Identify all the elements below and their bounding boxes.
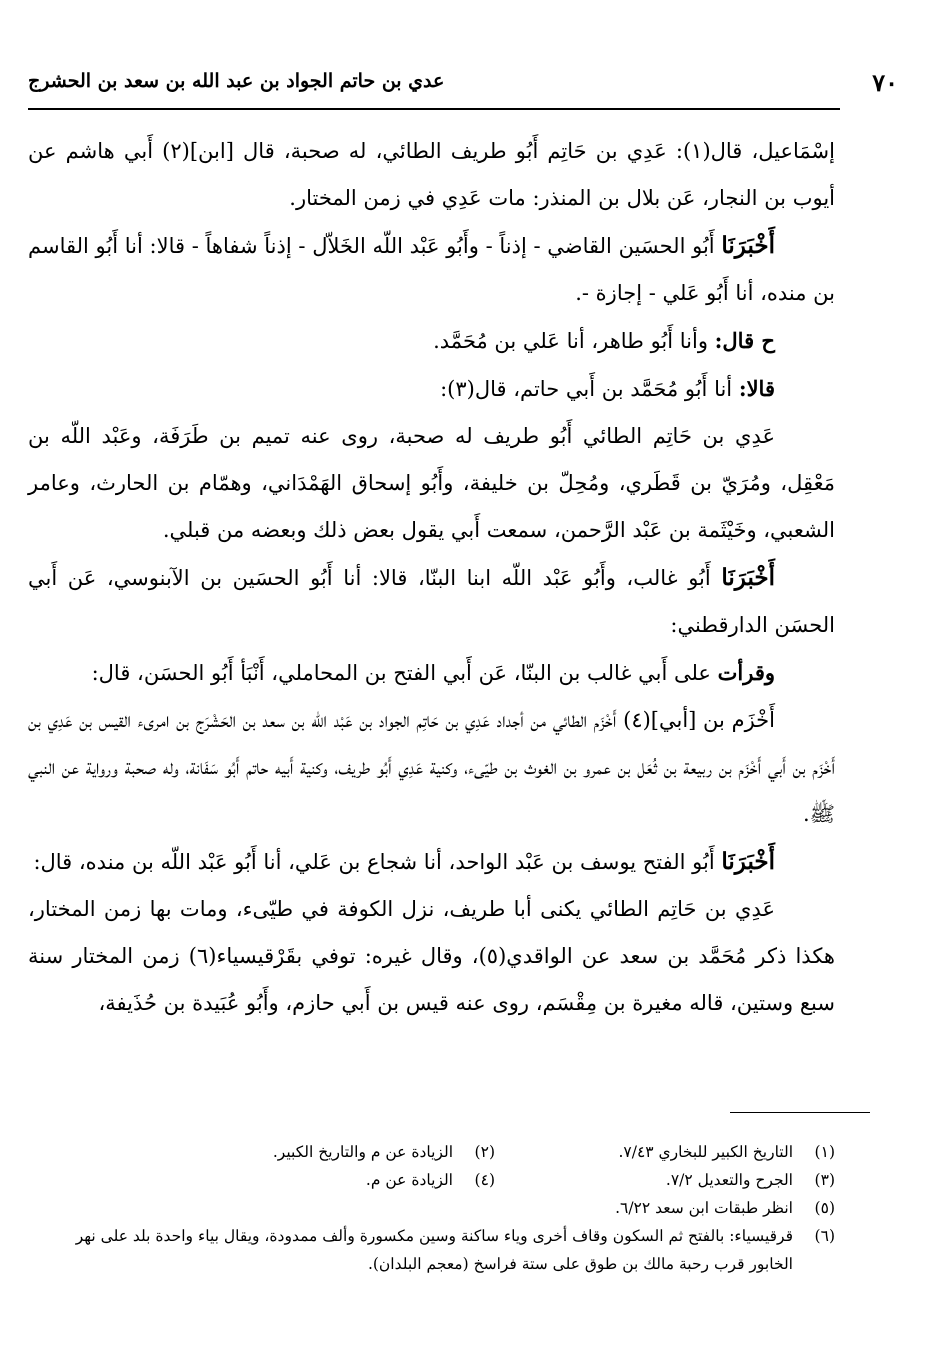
footnote-separator (730, 1112, 870, 1113)
paragraph-4 (28, 365, 835, 413)
paragraph-3-text: وأنا أَبُو طاهر، أنا عَلي بن مُحَمَّد. (433, 329, 715, 353)
paragraph-3 (28, 317, 835, 365)
akhbarana-lead: أَخْبَرَنَا (721, 232, 775, 259)
footnote-number: (٦) (814, 1227, 835, 1245)
paragraph-4-text: أنا أَبُو مُحَمَّد بن أَبي حاتم، قال(٣): (440, 377, 739, 401)
header-title: عدي بن حاتم الجواد بن عبد الله بن سعد بن الحشرج (28, 70, 445, 92)
ha-qal-lead: ح قال: (714, 328, 775, 353)
paragraph-2-text: أَبُو الحسَين القاضي - إذناً - وأَبُو عَبْد اللّه الخَلاّل - إذناً شفاهاً - قالا: أنا أَبُو القاسم بن منده، أنا أَبُو عَلي - إجازة -. (28, 234, 835, 305)
footnote-number: (٥) (814, 1199, 835, 1217)
footnote-text: التاريخ الكبير للبخاري ٧/٤٣. (618, 1143, 793, 1161)
footnote-text: الزيادة عن م والتاريخ الكبير. (272, 1143, 453, 1161)
footnote-text: الجرح والتعديل ٧/٢. (665, 1171, 793, 1189)
footnote-number: (٣) (814, 1171, 835, 1189)
footnote-number: (٢) (474, 1143, 495, 1161)
running-header (28, 62, 898, 110)
qara-tu-lead: وقرأت (717, 660, 775, 685)
qala-lead: قالا: (738, 376, 775, 401)
paragraph-6 (28, 554, 835, 649)
paragraph-6-text: أَبُو غالب، وأَبُو عَبْد اللّه ابنا البنّا، قالا: أنا أَبُو الحسَين بن الآبنوسي، عَن أَبي الحسَن الدارقطني: (28, 566, 835, 637)
page-number: ٧٠ (872, 68, 898, 97)
footnote-number: (٤) (474, 1171, 495, 1189)
footnote-number: (١) (814, 1143, 835, 1161)
paragraph-9-text: أَبُو الفتح يوسف بن عَبْد الواحد، أنا شجاع بن عَلي، أنا أَبُو عَبْد اللّه بن منده، قال: (33, 850, 722, 874)
akhbarana-lead: أَخْبَرَنَا (721, 564, 775, 591)
footnote-3 (495, 1166, 835, 1194)
paragraph-8: أَخْزَم بن [أبي](٤) أَخْزَم الطائي من أجداد عَدِي بن حَاتِم الجواد بن عَبْد اللّه بن سعد بن الحَشْرَج بن امرىء القيس بن عَدِي بن أَخْزَم بن أَبي أَخْزَم بن ربيعة بن ثُعَل بن عمرو بن الغوث بن طيّىء، وكنية عَدِي أَبُو طريف، وكنية أَبيه حاتم أَبُو سَفَانة، وله صحبة ورواية عن النبي ﷺ. (28, 708, 835, 826)
paragraph-5: عَدِي بن حَاتِم الطائي أَبُو طريف له صحبة، روى عنه تميم بن طَرَفَة، وعَبْد اللّه بن مَعْقِل، ومُرَيّ بن قَطَري، ومُحِلّ بن خليفة، وأَبُو إسحاق الهَمْدَاني، وهمّام بن الحارث، وعامر الشعبي، وخَيْثَمة بن عَبْد الرَّحمن، سمعت أَبي يقول بعض ذلك وبعضه من قبلي. (28, 424, 835, 542)
footnote-row (28, 1194, 835, 1222)
paragraph-7 (28, 649, 835, 697)
paragraph-1: إسْمَاعيل، قال(١): عَدِي بن حَاتِم أَبُو طريف الطائي، له صحبة، قال [ابن](٢) أَبي هاشم عن أيوب بن النجار، عَن بلال بن المنذر: مات عَدِي في زمن المختار. (28, 139, 835, 210)
main-text (28, 128, 835, 1027)
footnotes (28, 1138, 835, 1278)
footnote-6 (28, 1222, 835, 1278)
footnote-text: الزيادة عن م. (365, 1171, 453, 1189)
footnote-5 (495, 1194, 835, 1222)
akhbarana-lead: أَخْبَرَنَا (721, 848, 775, 875)
paragraph-7-text: على أَبي غالب بن البنّا، عَن أَبي الفتح بن المحاملي، أَنْبَأ أَبُو الحسَن، قال: (91, 661, 718, 685)
footnote-row (28, 1166, 835, 1194)
paragraph-2 (28, 222, 835, 317)
footnote-text: انظر طبقات ابن سعد ٦/٢٢. (615, 1199, 793, 1217)
footnote-2 (155, 1138, 495, 1166)
paragraph-9 (28, 838, 835, 886)
footnote-row (28, 1138, 835, 1166)
footnote-1 (495, 1138, 835, 1166)
paragraph-10: عَدِي بن حَاتِم الطائي يكنى أبا طريف، نزل الكوفة في طيّىء، ومات بها زمن المختار، هكذا ذكر مُحَمَّد بن سعد عن الواقدي(٥)، وقال غيره: توفي بقَرْقيسياء(٦) زمن المختار سنة سبع وستين، قاله مغيرة بن مِقْسَم، روى عنه قيس بن أَبي حازم، وأَبُو عُبَيدة بن حُذَيفة، (28, 897, 835, 1015)
footnote-text: قرقيسياء: بالفتح ثم السكون وقاف أخرى وياء ساكنة وسين مكسورة وألف ممدودة، ويقال بياء واحدة بلد على نهر الخابور قرب رحبة مالك بن طوق على ستة فراسخ (معجم البلدان). (75, 1227, 793, 1273)
footnote-4 (155, 1166, 495, 1194)
